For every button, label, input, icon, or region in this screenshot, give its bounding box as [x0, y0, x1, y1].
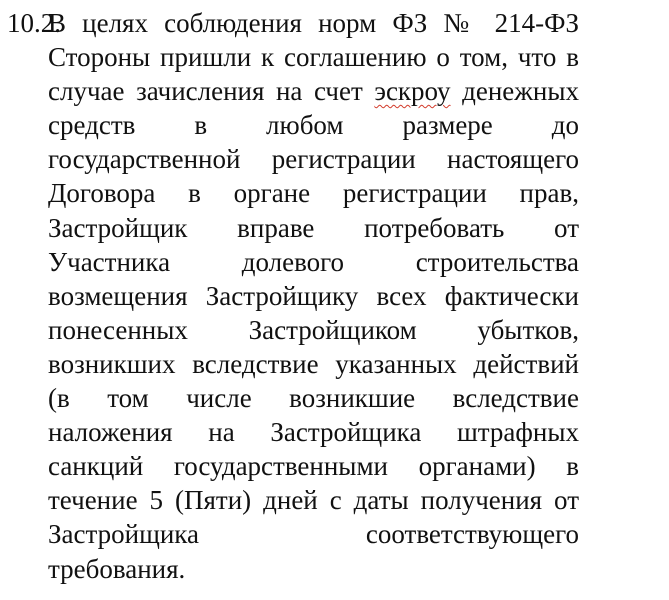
- paragraph-line: [48, 74, 579, 108]
- clause-number: 10.2.: [7, 8, 61, 38]
- paragraph-line: течение 5 (Пяти) дней с даты получения от: [48, 485, 579, 516]
- spellcheck-flagged-word[interactable]: эскроу: [374, 76, 451, 107]
- line-text: денежных: [450, 76, 579, 107]
- paragraph-line: государственной регистрации настоящего: [48, 144, 579, 175]
- paragraph-line: Застройщик вправе потребовать от: [48, 212, 579, 243]
- paragraph-line: санкций государственными органами) в: [48, 451, 579, 482]
- paragraph-line: возмещения Застройщику всех фактически: [48, 280, 579, 311]
- paragraph-line: Участника долевого строительства: [48, 246, 579, 277]
- paragraph-line: Застройщика соответствующего: [48, 519, 579, 550]
- paragraph-line: возникших вследствие указанных действий: [48, 348, 579, 379]
- paragraph-line: средств в любом размере до: [48, 110, 579, 141]
- clause-paragraph: [48, 6, 579, 586]
- paragraph-line: Стороны пришли к соглашению о том, что в: [48, 42, 579, 73]
- paragraph-line: требования.: [48, 553, 186, 584]
- paragraph-line: понесенных Застройщиком убытков,: [48, 314, 579, 345]
- paragraph-line: В целях соблюдения норм ФЗ № 214-ФЗ: [48, 8, 579, 38]
- paragraph-line: Договора в органе регистрации прав,: [48, 178, 579, 209]
- line-text: случае зачисления на счет: [48, 76, 375, 107]
- paragraph-line: наложения на Застройщика штрафных: [48, 417, 579, 448]
- paragraph-line: (в том числе возникшие вследствие: [48, 383, 579, 414]
